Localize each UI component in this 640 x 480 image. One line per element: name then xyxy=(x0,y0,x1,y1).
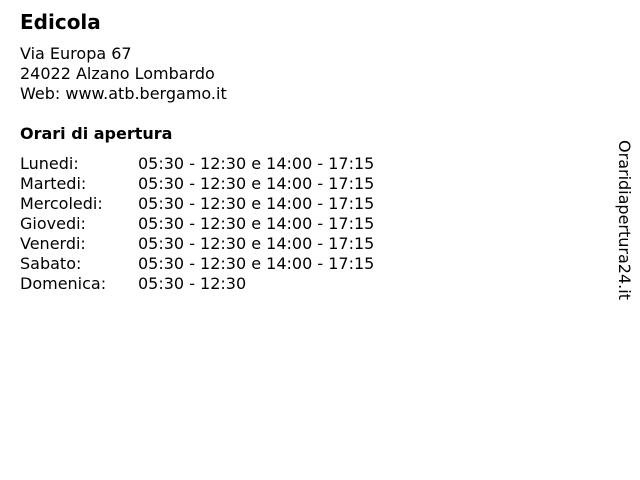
day-label: Giovedi: xyxy=(20,214,86,233)
page-title: Edicola xyxy=(20,10,101,34)
day-label: Sabato: xyxy=(20,254,82,273)
day-label: Martedi: xyxy=(20,174,87,193)
day-label: Domenica: xyxy=(20,274,107,293)
address-street: Via Europa 67 xyxy=(20,44,132,63)
site-watermark: Oraridiapertura24.it xyxy=(615,140,634,300)
time-range: 05:30 - 12:30 e 14:00 - 17:15 xyxy=(138,154,375,173)
address-block xyxy=(20,44,227,104)
hours-row-tuesday xyxy=(20,174,440,194)
hours-row-friday xyxy=(20,234,440,254)
hours-row-wednesday xyxy=(20,194,440,214)
day-label: Lunedi: xyxy=(20,154,79,173)
time-range: 05:30 - 12:30 e 14:00 - 17:15 xyxy=(138,174,375,193)
time-range: 05:30 - 12:30 e 14:00 - 17:15 xyxy=(138,194,375,213)
time-range: 05:30 - 12:30 xyxy=(138,274,247,293)
time-range: 05:30 - 12:30 e 14:00 - 17:15 xyxy=(138,214,375,233)
time-range: 05:30 - 12:30 e 14:00 - 17:15 xyxy=(138,234,375,253)
hours-row-thursday xyxy=(20,214,440,234)
hours-heading: Orari di apertura xyxy=(20,124,173,143)
address-city: 24022 Alzano Lombardo xyxy=(20,64,215,83)
hours-row-saturday xyxy=(20,254,440,274)
hours-row-sunday xyxy=(20,274,440,294)
address-web: Web: www.atb.bergamo.it xyxy=(20,84,227,103)
day-label: Mercoledi: xyxy=(20,194,103,213)
time-range: 05:30 - 12:30 e 14:00 - 17:15 xyxy=(138,254,375,273)
hours-list xyxy=(20,154,440,294)
day-label: Venerdi: xyxy=(20,234,86,253)
hours-row-monday xyxy=(20,154,440,174)
